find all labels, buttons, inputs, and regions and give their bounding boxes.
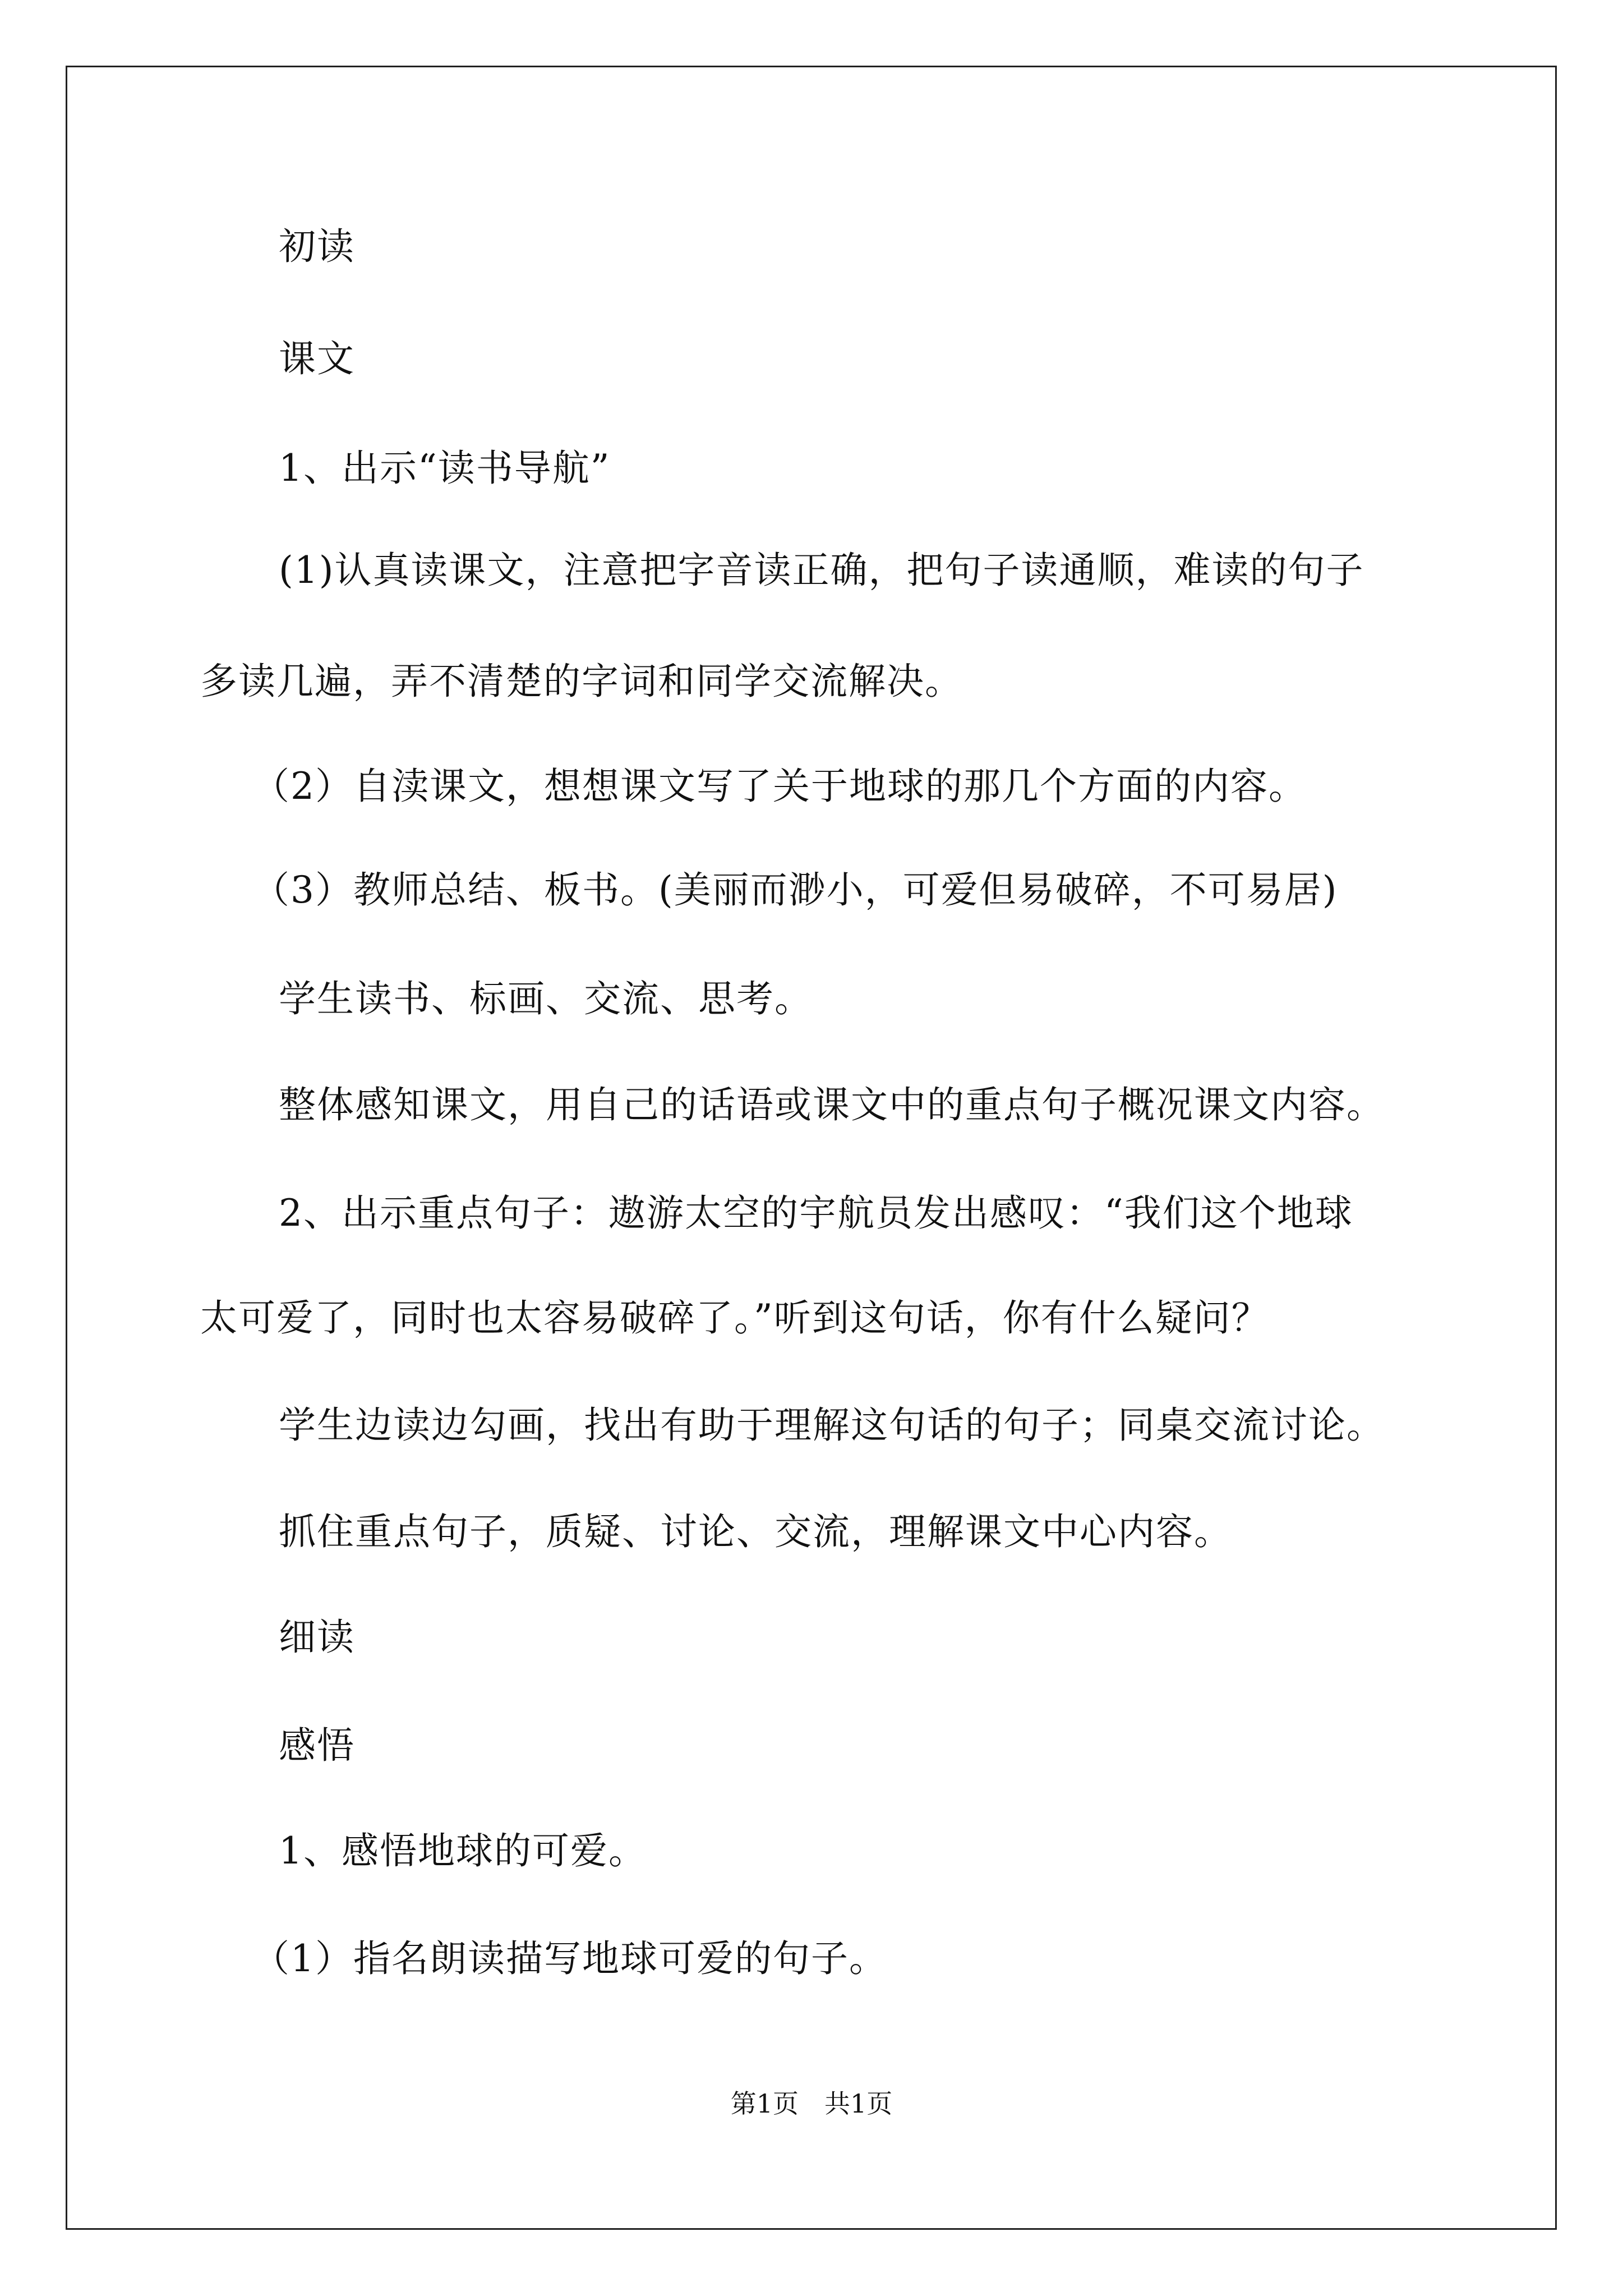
text-line: （1）指名朗读描写地球可爱的句子。 <box>252 1937 887 1980</box>
text-line: （3）教师总结、板书。(美丽而渺小，可爱但易破碎，不可易居) <box>252 868 1338 912</box>
text-line: 细读 <box>279 1616 355 1659</box>
page-border <box>66 66 1557 2230</box>
text-line: 感悟 <box>279 1724 355 1767</box>
text-line: 整体感知课文，用自己的话语或课文中的重点句子概况课文内容。 <box>279 1083 1385 1126</box>
text-line: 学生读书、标画、交流、思考。 <box>279 977 813 1020</box>
text-line: 学生边读边勾画，找出有助于理解这句话的句子；同桌交流讨论。 <box>279 1404 1385 1447</box>
text-line: 多读几遍，弄不清楚的字词和同学交流解决。 <box>200 660 963 703</box>
text-line: 1、出示“读书导航” <box>279 447 611 490</box>
text-line: 太可爱了，同时也太容易破碎了。”听到这句话，你有什么疑问？ <box>200 1296 1270 1340</box>
text-line: 课文 <box>279 337 355 380</box>
text-line: 1、感悟地球的可爱。 <box>279 1829 647 1872</box>
text-line: 2、出示重点句子：遨游太空的宇航员发出感叹：“我们这个地球 <box>279 1191 1353 1235</box>
page-footer: 第1页 共1页 <box>730 2088 893 2119</box>
text-line: （2）自渎课文，想想课文写了关于地球的那几个方面的内容。 <box>252 765 1307 808</box>
text-line: (1)认真读课文，注意把字音读正确，把句子读通顺，难读的句子 <box>279 549 1364 592</box>
text-line: 抓住重点句子，质疑、讨论、交流，理解课文中心内容。 <box>279 1510 1232 1553</box>
text-line: 初读 <box>279 225 355 268</box>
